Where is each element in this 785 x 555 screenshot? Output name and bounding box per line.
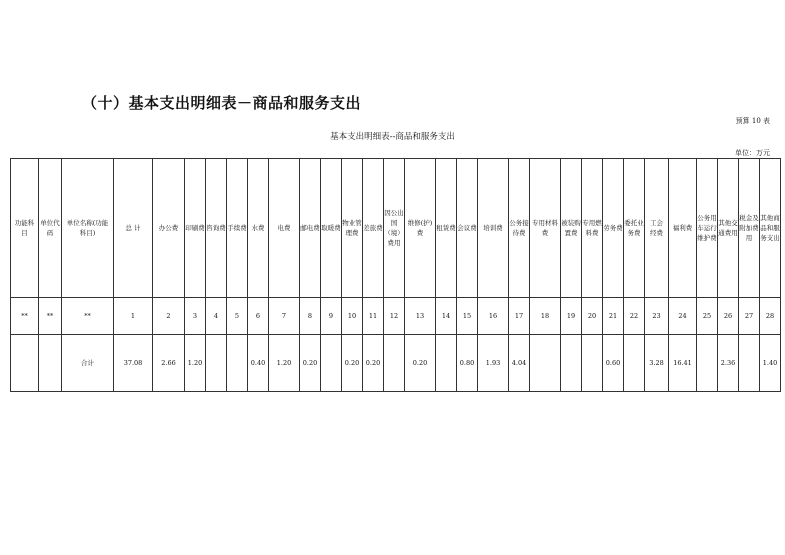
total-cell-22 xyxy=(582,335,603,392)
header-cell-24: 委托业务费 xyxy=(624,159,645,298)
header-cell-21: 被装购置费 xyxy=(561,159,582,298)
header-cell-13: 差旅费 xyxy=(363,159,384,298)
total-cell-3: 37.08 xyxy=(114,335,153,392)
total-cell-29 xyxy=(739,335,760,392)
header-cell-2: 单位名称(功能科目) xyxy=(62,159,114,298)
index-cell-16: 14 xyxy=(436,298,457,335)
header-cell-4: 办公费 xyxy=(153,159,185,298)
total-cell-24 xyxy=(624,335,645,392)
total-cell-30: 1.40 xyxy=(760,335,781,392)
header-cell-27: 公务用车运行维护费 xyxy=(697,159,718,298)
header-cell-15: 维修(护)费 xyxy=(405,159,436,298)
header-cell-5: 印刷费 xyxy=(185,159,206,298)
header-row xyxy=(11,159,781,298)
header-cell-20: 专用材料费 xyxy=(530,159,561,298)
table-subtitle: 基本支出明细表--商品和服务支出 xyxy=(330,132,455,142)
total-cell-18: 1.93 xyxy=(478,335,509,392)
index-cell-18: 16 xyxy=(478,298,509,335)
index-cell-28: 26 xyxy=(718,298,739,335)
index-cell-11: 9 xyxy=(321,298,342,335)
total-cell-5: 1.20 xyxy=(185,335,206,392)
header-cell-22: 专用燃料费 xyxy=(582,159,603,298)
total-cell-7 xyxy=(227,335,248,392)
index-row xyxy=(11,298,781,335)
total-cell-10: 0.20 xyxy=(300,335,321,392)
index-cell-1: ** xyxy=(39,298,62,335)
index-cell-26: 24 xyxy=(669,298,697,335)
total-cell-4: 2.66 xyxy=(153,335,185,392)
total-cell-11 xyxy=(321,335,342,392)
header-cell-3: 总 计 xyxy=(114,159,153,298)
header-cell-14: 因公出国（境）费用 xyxy=(384,159,405,298)
header-cell-0: 功能科目 xyxy=(11,159,39,298)
total-cell-17: 0.80 xyxy=(457,335,478,392)
index-cell-19: 17 xyxy=(509,298,530,335)
header-cell-26: 福利费 xyxy=(669,159,697,298)
header-cell-1: 单位代码 xyxy=(39,159,62,298)
index-cell-8: 6 xyxy=(248,298,269,335)
total-cell-6 xyxy=(206,335,227,392)
header-cell-12: 物业管理费 xyxy=(342,159,363,298)
index-cell-30: 28 xyxy=(760,298,781,335)
total-cell-19: 4.04 xyxy=(509,335,530,392)
total-cell-1 xyxy=(39,335,62,392)
budget-table-number: 预算 10 表 xyxy=(735,117,770,125)
index-cell-3: 1 xyxy=(114,298,153,335)
index-cell-15: 13 xyxy=(405,298,436,335)
total-cell-26: 16.41 xyxy=(669,335,697,392)
unit-label: 单位：万元 xyxy=(735,149,770,157)
header-cell-7: 手续费 xyxy=(227,159,248,298)
total-cell-9: 1.20 xyxy=(269,335,300,392)
header-cell-11: 取暖费 xyxy=(321,159,342,298)
total-cell-27 xyxy=(697,335,718,392)
total-cell-28: 2.36 xyxy=(718,335,739,392)
index-cell-24: 22 xyxy=(624,298,645,335)
index-cell-10: 8 xyxy=(300,298,321,335)
total-cell-25: 3.28 xyxy=(645,335,669,392)
header-cell-10: 邮电费 xyxy=(300,159,321,298)
index-cell-2: ** xyxy=(62,298,114,335)
index-cell-27: 25 xyxy=(697,298,718,335)
index-cell-22: 20 xyxy=(582,298,603,335)
header-cell-28: 其他交通费用 xyxy=(718,159,739,298)
index-cell-7: 5 xyxy=(227,298,248,335)
header-cell-17: 会议费 xyxy=(457,159,478,298)
total-cell-20 xyxy=(530,335,561,392)
total-cell-16 xyxy=(436,335,457,392)
header-cell-8: 水费 xyxy=(248,159,269,298)
total-cell-2: 合计 xyxy=(62,335,114,392)
page-title: （十）基本支出明细表－商品和服务支出 xyxy=(82,94,362,112)
index-cell-6: 4 xyxy=(206,298,227,335)
index-cell-4: 2 xyxy=(153,298,185,335)
index-cell-25: 23 xyxy=(645,298,669,335)
header-cell-29: 税金及附加费用 xyxy=(739,159,760,298)
total-cell-21 xyxy=(561,335,582,392)
total-cell-0 xyxy=(11,335,39,392)
index-cell-5: 3 xyxy=(185,298,206,335)
index-cell-21: 19 xyxy=(561,298,582,335)
header-cell-25: 工会经费 xyxy=(645,159,669,298)
total-cell-13: 0.20 xyxy=(363,335,384,392)
header-cell-9: 电费 xyxy=(269,159,300,298)
index-cell-14: 12 xyxy=(384,298,405,335)
index-cell-29: 27 xyxy=(739,298,760,335)
index-cell-12: 10 xyxy=(342,298,363,335)
index-cell-17: 15 xyxy=(457,298,478,335)
total-cell-23: 0.60 xyxy=(603,335,624,392)
header-cell-18: 培训费 xyxy=(478,159,509,298)
expenditure-table xyxy=(10,158,781,392)
index-cell-9: 7 xyxy=(269,298,300,335)
header-cell-23: 劳务费 xyxy=(603,159,624,298)
total-cell-12: 0.20 xyxy=(342,335,363,392)
index-cell-23: 21 xyxy=(603,298,624,335)
index-cell-0: ** xyxy=(11,298,39,335)
total-cell-8: 0.40 xyxy=(248,335,269,392)
index-cell-20: 18 xyxy=(530,298,561,335)
index-cell-13: 11 xyxy=(363,298,384,335)
header-cell-6: 咨询费 xyxy=(206,159,227,298)
header-cell-16: 租赁费 xyxy=(436,159,457,298)
total-cell-15: 0.20 xyxy=(405,335,436,392)
header-cell-19: 公务接待费 xyxy=(509,159,530,298)
header-cell-30: 其他商品和服务支出 xyxy=(760,159,781,298)
total-cell-14 xyxy=(384,335,405,392)
total-row xyxy=(11,335,781,392)
